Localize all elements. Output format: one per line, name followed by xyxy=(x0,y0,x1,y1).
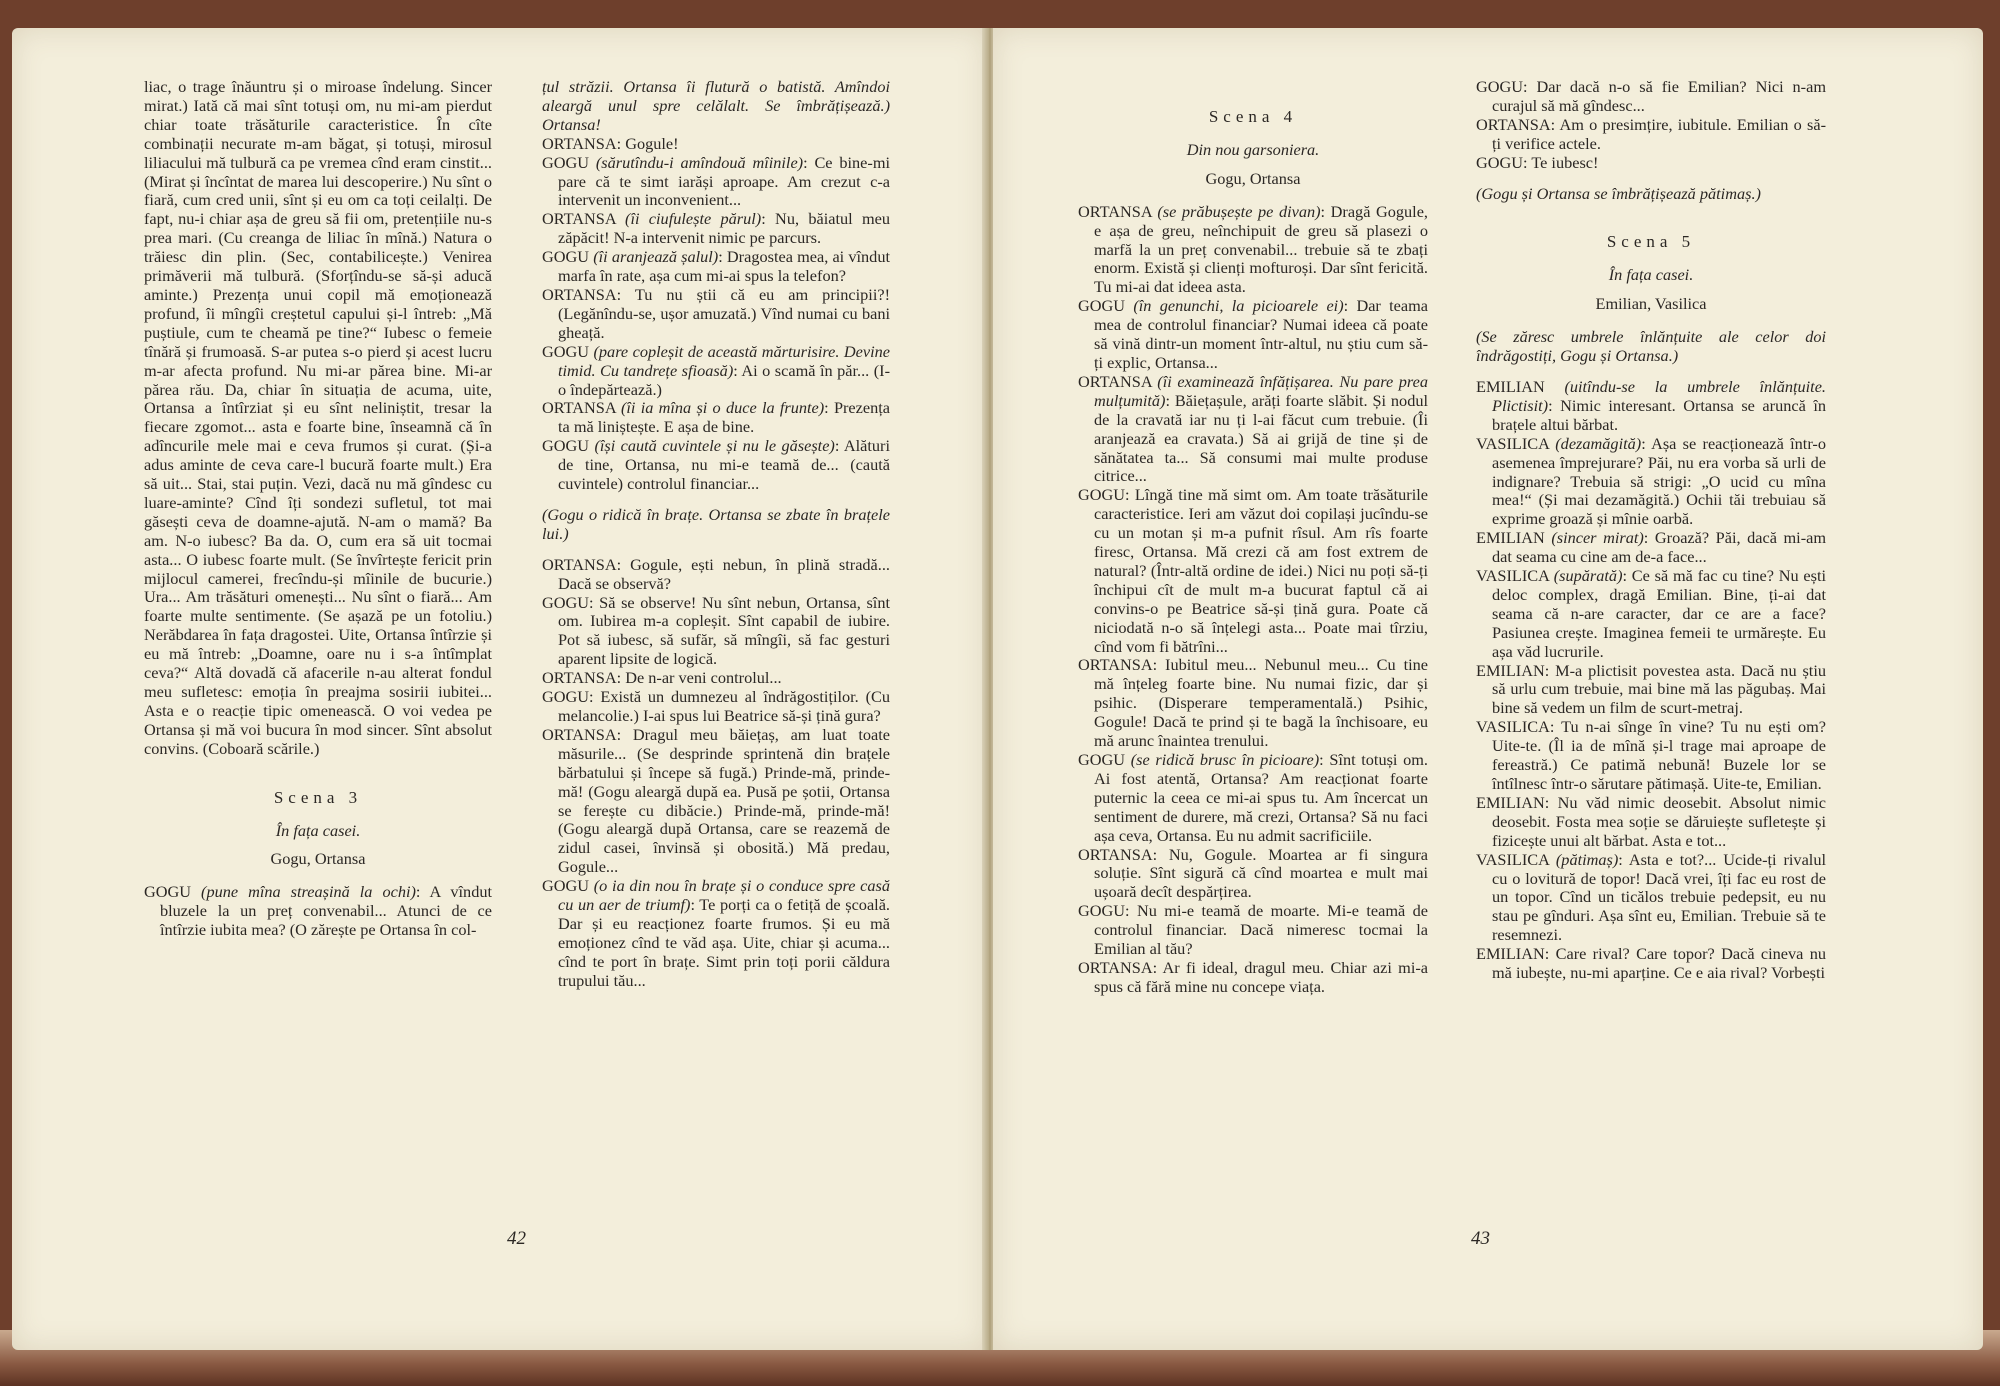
stage-direction: (Gogu o ridică în brațe. Ortansa se zbate în brațele lui.) xyxy=(542,504,890,543)
dialogue-line xyxy=(1476,78,1826,116)
dialogue-text: : Există un dumnezeu al îndrăgostiților. (Cu melancolie.) I-ai spus lui Beatrice să-și țină gura? xyxy=(558,687,890,725)
dialogue-line xyxy=(542,343,890,400)
stage-direction: (se ridică brusc în picioare) xyxy=(1130,750,1320,769)
speaker-name: GOGU xyxy=(1078,296,1126,316)
right-page-column-2 xyxy=(1476,78,1826,983)
speaker-name: ORTANSA xyxy=(1078,844,1153,864)
stage-direction: țul străzii. Ortansa îi flutură o batistă. Amîndoi aleargă unul spre celălalt. Se îmbrățișează.) Ortansa! xyxy=(542,77,890,134)
dialogue-text: : Dragostea mea, ai vîndut marfa în rate, așa cum mi-ai spus la telefon? xyxy=(558,247,890,286)
left-page xyxy=(12,28,987,1350)
monologue-text: liac, o trage înăuntru și o miroase îndelung. Sincer mirat.) Iată că mai sînt totuși om, nu mi-am pierdut chiar toate trăsăturile caracteristice. În cîte combinații necurate m-am băgat, și totuși, mirosul liliacului mă tulbură ca pe vremea cînd eram cinstit... (Mirat și încîntat de marea lui descoperire.) Nu sînt o fiară, cum cred unii, sînt și eu om ca toți ceilalți. De fapt, nu-i chiar așa de greu să fii om, pretențiile nu-s prea mari. (Cu creanga de liliac în mînă.) Natura o trăiesc din plin. (Sec, contabilicește.) Venirea primăverii mă tulbură. (Sforțîndu-se să-și aducă aminte.) Prezența unui copil mă emoționează profund, îi mîngîi creștetul capului și-l întreb: „Mă puștiule, cum te cheamă pe tine?“ Iubesc o femeie tînără și frumoasă. S-ar putea s-o pierd și acest lucru m-ar afecta profund. Nu mi-ar părea bine. Mi-ar părea rău. Da, chiar în situația de acuma, uite, Ortansa a întîrziat și eu sînt neliniștit, tresar la fiecare zgomot... asta e foarte bine, înseamnă că în adîncurile mele mai e ceva frumos și curat. (Și-a adus aminte de ceva care-l bucură foarte mult.) Era să uit... Stai, stai puțin. Vezi, dacă nu mă gîndesc cu luare-aminte? Cînd îți sondezi sufletul, tot mai găsești ceva de doamne-ajută. N-am o mamă? Ba am. N-o iubesc? Ba da. O, cum era să uit tocmai asta... O iubesc foarte mult. (Se învîrtește fericit prin mijlocul camerei, frecîndu-și mîinile de bucurie.) Ura... Am trăsături omenești... Nu sînt o fiară... Am foarte multe sentimente. (Se așază pe un fotoliu.) Nerăbdarea în fața dragostei. Uite, Ortansa întîrzie și eu mă întreb: „Doamne, oare nu i s-a întîmplat ceva?“ Altă dovadă că afacerile n-au alterat fondul meu sufletesc: emoția în preajma sosirii iubitei... Asta e o reacție tipic omenească. O voi vedea pe Ortansa și mă voi bucura în mod sincer. Sînt absolut convins. (Coboară scările.) xyxy=(144,77,492,758)
dialogue-line xyxy=(1476,662,1826,719)
dialogue-text: : A vîndut bluzele la un preț convenabil... Atunci de ce întîrzie iubita mea? (O zărește pe Ortansa în col- xyxy=(160,882,493,940)
speaker-name: ORTANSA xyxy=(1078,655,1153,675)
stage-direction: (supărată) xyxy=(1553,566,1623,586)
speaker-name: GOGU xyxy=(144,882,192,902)
dialogue-line xyxy=(1078,373,1428,486)
dialogue-line xyxy=(1078,751,1428,846)
dialogue-text: : Dragă Gogule, e așa de greu, neînchipuit de greu să plasezi o marfă la un preț convenabil... trebuie să te zbați enorm. Există și clienți mofturoși. Dar sînt fericită. Tu mi-ai dat ideea asta. xyxy=(1094,201,1429,297)
dialogue-text: : Dragul meu băiețaș, am luat toate măsurile... (Se desprinde sprintenă din brațele bărbatului și începe să fugă.) Prinde-mă, prinde-mă! (Gogu aleargă după ea. Pusă pe șotii, Ortansa se ferește cu dibăcie.) Prinde-mă, prinde-mă! (Gogu aleargă după Ortansa, care se reazemă de zidul casei, învinsă și obosită.) Mă predau, Gogule... xyxy=(558,724,890,877)
stage-direction: (pune mîna streașină la ochi) xyxy=(201,882,416,902)
scene-location: În fața casei. xyxy=(275,820,361,840)
stage-direction: (își caută cuvintele și nu le găsește) xyxy=(594,436,835,456)
dialogue-text: : Asta e tot?... Ucide-ți rivalul cu o lovitură de topor! Dacă vrei, îți fac eu rost de un topor. Cînd un ticălos trebuie pedepsit, eu nu stau pe gînduri. Așa sînt eu, Emilian. Trebuie să te resemnezi. xyxy=(1492,849,1826,945)
stage-direction: (se prăbușește pe divan) xyxy=(1157,201,1321,221)
speaker-name: GOGU xyxy=(542,592,590,612)
speaker-name: VASILICA xyxy=(1476,566,1549,586)
dialogue-line xyxy=(144,883,492,940)
dialogue-text: : Nu, Gogule. Moartea ar fi singura soluție. Sînt sigură că cînd moartea e mult mai ușoară decît despărțirea. xyxy=(1094,844,1428,902)
dialogue-text: : Am o presimțire, iubitule. Emilian o să-ți verifice actele. xyxy=(1492,114,1826,153)
scene-location: În fața casei. xyxy=(1608,265,1694,285)
dialogue-text: : Care rival? Care topor? Dacă cineva nu mă iubește, nu-mi aparține. Ce e aia rival? Vorbești xyxy=(1492,944,1826,983)
stage-direction: (în genunchi, la picioarele ei) xyxy=(1133,296,1344,316)
dialogue-line xyxy=(1078,846,1428,903)
dialogue-line xyxy=(542,594,890,670)
dialogue-text: : Ar fi ideal, dragul meu. Chiar azi mi-a spus că fără mine nu concepe viața. xyxy=(1094,957,1428,996)
dialogue-line xyxy=(1078,486,1428,656)
speaker-name: GOGU xyxy=(542,687,590,707)
stage-direction: (uitîndu-se la umbrele înlănțuite. Plictisit) xyxy=(1492,376,1827,415)
dialogue-text: : Dar dacă n-o să fie Emilian? Nici n-am curajul să mă gîndesc... xyxy=(1492,77,1826,115)
speaker-name: ORTANSA xyxy=(542,398,616,418)
dialogue-text: : Tu n-ai sînge în vine? Tu nu ești om? Uite-te. (Îl ia de mînă și-l trage mai aproape de fereastră.) Ce patimă nebună! Buzele lor se întîlnesc într-o sărutare pătimașă. Uite-te, Emilian. xyxy=(1492,717,1826,793)
dialogue-line xyxy=(1078,203,1428,298)
page-number-right: 43 xyxy=(1471,1228,1490,1249)
stage-direction: (sărutîndu-i amîndouă mîinile) xyxy=(595,152,804,172)
scene-characters: Emilian, Vasilica xyxy=(1595,294,1707,314)
dialogue-text: : Nu mi-e teamă de moarte. Mi-e teamă de controlul financiar. Dacă nimeresc tocmai la Emilian al tău? xyxy=(1094,901,1428,959)
dialogue-text: : Ce să mă fac cu tine? Nu ești deloc complex, dragă Emilian. Bine, ți-ai dat seama că n-are caracter, dar ce are a face? Pasiunea crește. Imaginea femeii te urmărește. Eu așa văd lucrurile. xyxy=(1492,566,1827,661)
speaker-name: GOGU xyxy=(542,247,590,267)
dialogue-text: : Tu nu știi că eu am principii?! (Legănîndu-se, ușor amuzată.) Vînd numai cu bani gheață. xyxy=(558,284,890,342)
dialogue-line xyxy=(542,286,890,343)
speaker-name: EMILIAN xyxy=(1476,660,1545,680)
stage-direction: (o ia din nou în brațe și o conduce spre casă cu un aer de triumf) xyxy=(558,876,890,915)
dialogue-text: : Nimic interesant. Ortansa se aruncă în brațele altui bărbat. xyxy=(1492,395,1826,434)
speaker-name: GOGU xyxy=(542,341,590,361)
dialogue-text: : Să se observe! Nu sînt nebun, Ortansa, sînt om. Iubirea m-a copleșit. Sînt capabil de iubire. Pot să iubesc, să sufăr, să mîngîi, să fac gesturi aparent lipsite de logică. xyxy=(558,592,890,669)
scene-characters: Gogu, Ortansa xyxy=(1205,168,1301,188)
dialogue-line xyxy=(542,726,890,877)
dialogue-text: : Sînt totuși om. Ai fost atentă, Ortansa? Am reacționat foarte puternic la ceea ce mi-ai spus tu. Am încercat un sentiment de durere, mă crezi, Ortansa? Să nu faci așa ceva, Ortansa. Eu nu admit sacrificiile. xyxy=(1094,750,1428,845)
dialogue-line xyxy=(542,248,890,286)
speaker-name: VASILICA xyxy=(1476,849,1549,869)
dialogue-text: : De n-ar veni controlul... xyxy=(616,668,782,688)
speaker-name: ORTANSA xyxy=(542,209,616,229)
stage-direction: (îi ia mîna și o duce la frunte) xyxy=(620,398,825,418)
dialogue-line xyxy=(1476,567,1826,662)
left-page-column-2 xyxy=(542,78,890,991)
dialogue-line xyxy=(542,135,890,154)
stage-direction: (îi examinează înfățișarea. Nu pare prea mulțumită) xyxy=(1094,371,1428,410)
speaker-name: GOGU xyxy=(1476,77,1524,96)
dialogue-text: : Iubitul meu... Nebunul meu... Cu tine mă înțeleg foarte bine. Nu numai fizic, dar și psihic. (Disperare temperamentală.) Psihic, Gogule! Dacă te prind și te bagă la închisoare, eu mă arunc înaintea trenului. xyxy=(1094,655,1428,751)
dialogue-line xyxy=(1078,902,1428,959)
speaker-name: EMILIAN xyxy=(1476,528,1545,548)
dialogue-text: : Dar teama mea de controlul financiar? Numai ideea că poate să vină dintr-un moment într-altul, nu știu cum să-ți explic, Ortansa... xyxy=(1094,296,1429,372)
dialogue-line xyxy=(542,556,890,594)
speaker-name: ORTANSA xyxy=(542,724,617,744)
dialogue-text: : Te porți ca o fetiță de școală. Dar și eu reacționez foarte frumos. Și eu mă emoționez cînd te văd așa. Uite, chiar și acuma... cînd te port în brațe. Simt prin toți porii căldura trupului tău... xyxy=(558,895,890,990)
dialogue-line xyxy=(542,210,890,248)
dialogue-line xyxy=(1476,794,1826,851)
scene-location: Din nou garsoniera. xyxy=(1186,139,1320,159)
left-page-column-1 xyxy=(144,78,492,940)
scene-heading: Scena 5 xyxy=(1606,232,1696,252)
dialogue-text: : Așa se reacționează într-o asemenea împrejurare? Păi, nu era vorba să urli de indignare? Trebuia să strigi: „O ucid cu mîna mea!“ (Și mai dezamăgită.) Ochii tăi trebuiau să exprime groază și mînie oarbă. xyxy=(1492,433,1826,529)
dialogue-text: : M-a plictisit povestea asta. Dacă nu știu să urlu cum trebuie, mai bine mă las păgubaș. Mai bine să vedem un film de scurt-metraj. xyxy=(1492,660,1826,718)
stage-direction: (Gogu și Ortansa se îmbrățișează pătimaș.) xyxy=(1476,183,1761,203)
dialogue-line xyxy=(1078,297,1428,373)
dialogue-text: : Gogule! xyxy=(616,133,679,153)
dialogue-line xyxy=(1476,529,1826,567)
dialogue-text: : Ce bine-mi pare că te simt iarăși aproape. Am crezut c-a intervenit un inconvenient... xyxy=(558,152,891,210)
stage-direction: (sincer mirat) xyxy=(1551,528,1644,548)
dialogue-text: : Băiețașule, arăți foarte slăbit. Și nodul de la cravată iar nu ți l-ai făcut cum trebuie. (Îi aranjează ea cravata.) Să ai grijă de tine și de sănătatea ta... Să consumi mai multe produse citrice... xyxy=(1094,390,1428,486)
dialogue-text: : Alături de tine, Ortansa, nu mi-e teamă de... (caută cuvintele) controlul financiar... xyxy=(558,436,890,494)
speaker-name: GOGU xyxy=(542,876,590,896)
speaker-name: GOGU xyxy=(1078,485,1126,505)
speaker-name: GOGU xyxy=(1078,901,1126,921)
speaker-name: EMILIAN xyxy=(1476,944,1545,964)
right-page xyxy=(993,28,1983,1350)
dialogue-line xyxy=(1078,656,1428,751)
dialogue-text: : Gogule, ești nebun, în plină stradă... Dacă se observă? xyxy=(558,554,890,593)
stage-direction: (pătimaș) xyxy=(1555,849,1619,869)
dialogue-line xyxy=(1476,435,1826,530)
speaker-name: GOGU xyxy=(1476,152,1524,172)
speaker-name: ORTANSA xyxy=(542,284,617,304)
scene-heading: Scena 4 xyxy=(1208,107,1298,126)
speaker-name: EMILIAN xyxy=(1476,792,1545,812)
right-page-column-1 xyxy=(1078,78,1428,997)
speaker-name: VASILICA xyxy=(1476,433,1549,453)
dialogue-line xyxy=(1476,154,1826,173)
dialogue-text: : Te iubesc! xyxy=(1523,152,1599,172)
dialogue-text: : Groază? Păi, dacă mi-am dat seama cu cine am de-a face... xyxy=(1492,528,1827,567)
speaker-name: ORTANSA xyxy=(1476,114,1551,134)
dialogue-line xyxy=(542,877,890,990)
speaker-name: ORTANSA xyxy=(542,554,617,574)
speaker-name: GOGU xyxy=(1078,750,1126,769)
page-number-left: 42 xyxy=(507,1228,526,1249)
dialogue-text: : Nu văd nimic deosebit. Absolut nimic deosebit. Fosta mea soție se dăruiește sufletește și fizicește unui alt bărbat. Asta e tot... xyxy=(1492,792,1826,850)
stage-direction: (îi ciufulește părul) xyxy=(625,209,762,229)
dialogue-text: : Prezența ta mă liniștește. E așa de bine. xyxy=(558,398,890,437)
dialogue-line xyxy=(1476,378,1826,435)
stage-direction: (dezamăgită) xyxy=(1555,433,1642,453)
speaker-name: GOGU xyxy=(542,436,590,456)
dialogue-line xyxy=(1476,718,1826,794)
speaker-name: VASILICA xyxy=(1476,717,1550,737)
dialogue-line xyxy=(542,399,890,437)
speaker-name: EMILIAN xyxy=(1476,376,1545,396)
dialogue-text: : Nu, băiatul meu zăpăcit! N-a intervenit nimic pe parcurs. xyxy=(558,209,890,248)
speaker-name: ORTANSA xyxy=(542,133,617,153)
dialogue-line xyxy=(1078,959,1428,997)
dialogue-text: : Lîngă tine mă simt om. Am toate trăsăturile caracteristice. Ieri am văzut doi copilași jucîndu-se cu un motan și m-a pufnit rîsul. Am rîs foarte firesc, Ortansa. Mă crezi că am fost extrem de natural? (Într-altă ordine de idei.) Nici nu poți să-ți închipui cît de mult m-a bucurat faptul că ai convins-o pe Beatrice să-și țină gura. Poate că niciodată n-o să înțelegi asta... Poate mai tîrziu, cînd vom fi bătrîni... xyxy=(1094,485,1428,656)
dialogue-line xyxy=(542,437,890,494)
dialogue-line xyxy=(1476,945,1826,983)
scene-heading: Scena 3 xyxy=(273,787,363,807)
speaker-name: GOGU xyxy=(542,152,590,172)
dialogue-text: : Ai o scamă în păr... (I-o îndepărtează.) xyxy=(558,360,890,399)
scene-characters: Gogu, Ortansa xyxy=(270,849,366,869)
dialogue-line xyxy=(1476,851,1826,946)
stage-direction: (Se zăresc umbrele înlănțuite ale celor doi îndrăgostiți, Gogu și Ortansa.) xyxy=(1476,327,1826,366)
dialogue-line xyxy=(542,154,890,211)
dialogue-line xyxy=(1476,116,1826,154)
dialogue-line xyxy=(542,669,890,688)
speaker-name: ORTANSA xyxy=(542,668,617,688)
speaker-name: ORTANSA xyxy=(1078,371,1152,391)
speaker-name: ORTANSA xyxy=(1078,201,1152,221)
stage-direction: (pare copleșit de această mărturisire. Devine timid. Cu tandrețe sfioasă) xyxy=(558,341,890,380)
stage-direction: (îi aranjează șalul) xyxy=(593,247,719,267)
dialogue-line xyxy=(542,688,890,726)
speaker-name: ORTANSA xyxy=(1078,957,1153,977)
